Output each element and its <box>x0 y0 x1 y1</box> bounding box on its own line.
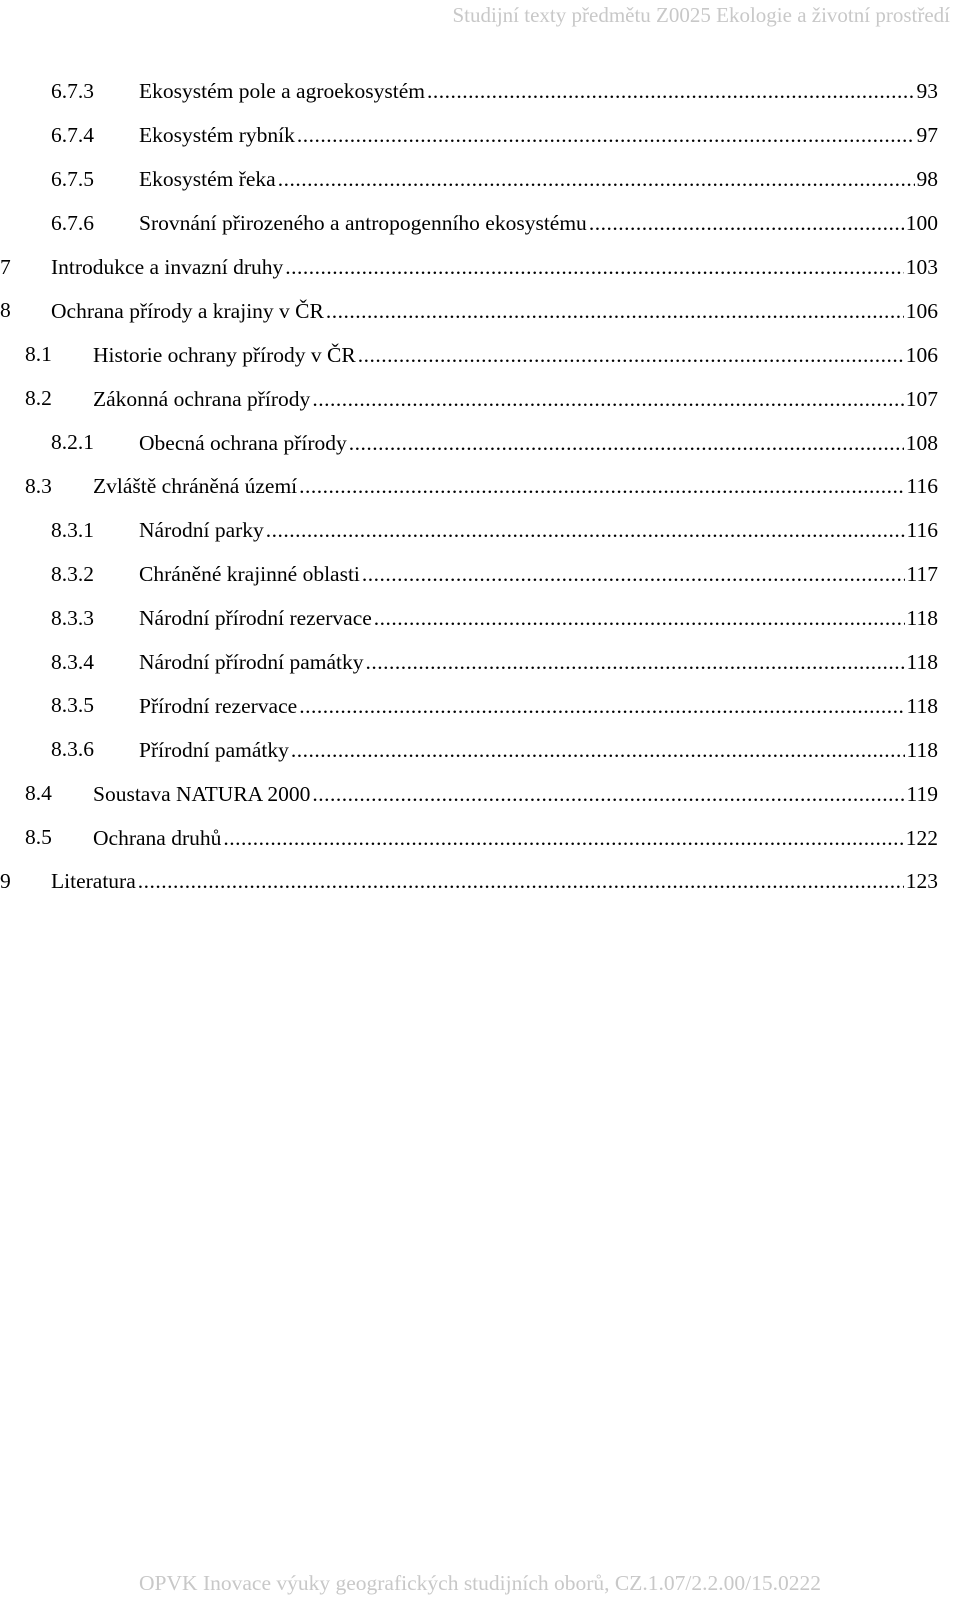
toc-entry-number: 6.7.3 <box>51 79 94 103</box>
toc-entry-line <box>93 772 938 816</box>
dot-leader <box>223 826 903 851</box>
toc-entry[interactable] <box>0 158 960 202</box>
dot-leader <box>374 606 905 631</box>
dot-leader <box>362 562 905 587</box>
toc-entry-number: 6.7.5 <box>51 166 94 191</box>
dot-leader <box>358 343 904 368</box>
table-of-contents <box>0 70 960 904</box>
toc-entry-page[interactable]: 106 <box>905 298 938 323</box>
dot-leader <box>297 123 915 148</box>
dot-leader <box>138 869 904 894</box>
dot-leader <box>312 782 904 807</box>
toc-entry-page[interactable]: 122 <box>905 825 938 850</box>
toc-entry[interactable] <box>0 421 960 465</box>
toc-entry[interactable] <box>0 289 960 333</box>
toc-entry-title[interactable]: Ekosystém pole a agroekosystém <box>139 79 426 104</box>
toc-entry-title[interactable]: Ochrana přírody a krajiny v ČR <box>51 298 324 323</box>
toc-entry-page[interactable]: 97 <box>916 123 938 148</box>
toc-entry-number: 6.7.6 <box>51 210 94 235</box>
toc-entry-line <box>51 860 938 904</box>
toc-entry-title[interactable]: Zákonná ochrana přírody <box>93 386 311 411</box>
toc-entry-page[interactable]: 116 <box>906 474 938 499</box>
toc-entry[interactable] <box>0 641 960 685</box>
toc-entry-line <box>139 597 938 641</box>
toc-entry-page[interactable]: 103 <box>905 255 938 279</box>
toc-entry[interactable] <box>0 816 960 860</box>
toc-entry-number: 9 <box>0 869 11 894</box>
toc-entry-page[interactable]: 118 <box>906 650 938 675</box>
toc-entry-title[interactable]: Chráněné krajinné oblasti <box>139 562 360 587</box>
toc-entry-line <box>139 70 938 114</box>
dot-leader <box>589 211 904 236</box>
toc-entry-line <box>51 289 938 333</box>
toc-entry-title[interactable]: Srovnání přirozeného a antropogenního ekosystému <box>139 211 587 236</box>
dot-leader <box>299 474 904 499</box>
toc-entry-title[interactable]: Přírodní památky <box>139 737 289 762</box>
toc-entry-number: 8.5 <box>25 825 52 850</box>
running-header: Studijní texty předmětu Z0025 Ekologie a životní prostředí <box>452 3 950 27</box>
toc-entry[interactable] <box>0 465 960 509</box>
toc-entry[interactable] <box>0 246 960 290</box>
toc-entry-line <box>139 553 938 597</box>
dot-leader <box>285 255 904 280</box>
toc-entry-number: 8 <box>0 298 11 323</box>
toc-entry-number: 8.1 <box>25 342 52 367</box>
toc-entry-page[interactable]: 119 <box>906 781 938 806</box>
toc-entry-number: 8.3.2 <box>51 561 94 586</box>
toc-entry-number: 8.3.6 <box>51 737 94 762</box>
toc-entry-page[interactable]: 117 <box>906 562 938 587</box>
toc-entry-title[interactable]: Národní přírodní památky <box>139 650 364 675</box>
toc-entry[interactable] <box>0 333 960 377</box>
toc-entry[interactable] <box>0 202 960 246</box>
toc-entry-page[interactable]: 116 <box>906 518 938 543</box>
toc-entry-page[interactable]: 106 <box>905 342 938 367</box>
dot-leader <box>291 738 905 763</box>
toc-entry-title[interactable]: Národní parky <box>139 518 264 543</box>
toc-entry-page[interactable]: 118 <box>906 737 938 762</box>
toc-entry-line <box>51 246 938 290</box>
toc-entry-page[interactable]: 98 <box>916 167 938 192</box>
dot-leader <box>326 299 904 324</box>
toc-entry-number: 8.4 <box>25 781 52 806</box>
toc-entry[interactable] <box>0 597 960 641</box>
toc-entry-title[interactable]: Introdukce a invazní druhy <box>51 255 284 279</box>
toc-entry-line <box>139 641 938 685</box>
toc-entry-title[interactable]: Obecná ochrana přírody <box>139 430 347 455</box>
dot-leader <box>427 79 914 104</box>
toc-entry-title[interactable]: Národní přírodní rezervace <box>139 606 372 631</box>
toc-entry-title[interactable]: Ekosystém řeka <box>139 167 276 192</box>
toc-entry-title[interactable]: Literatura <box>51 869 136 894</box>
toc-entry-number: 7 <box>0 254 11 279</box>
toc-entry[interactable] <box>0 553 960 597</box>
toc-entry-line <box>93 465 938 509</box>
toc-entry-title[interactable]: Zvláště chráněná území <box>93 474 298 499</box>
toc-entry-page[interactable]: 118 <box>906 693 938 718</box>
toc-entry-title[interactable]: Ochrana druhů <box>93 825 222 850</box>
toc-entry[interactable] <box>0 70 960 114</box>
toc-entry-number: 8.2.1 <box>51 430 94 455</box>
toc-entry-line <box>139 509 938 553</box>
toc-entry-page[interactable]: 123 <box>905 869 938 894</box>
dot-leader <box>312 387 903 412</box>
toc-entry-page[interactable]: 118 <box>906 606 938 631</box>
dot-leader <box>349 431 904 456</box>
toc-entry-line <box>139 421 938 465</box>
toc-entry-title[interactable]: Ekosystém rybník <box>139 123 295 148</box>
toc-entry-title[interactable]: Soustava NATURA 2000 <box>93 781 311 806</box>
toc-entry-line <box>93 816 938 860</box>
running-footer: OPVK Inovace výuky geografických studijních oborů, CZ.1.07/2.2.00/15.0222 <box>139 1571 821 1595</box>
toc-entry-page[interactable]: 108 <box>905 430 938 455</box>
toc-entry-number: 8.3.5 <box>51 693 94 718</box>
toc-entry-page[interactable]: 93 <box>916 79 938 104</box>
dot-leader <box>366 650 905 675</box>
toc-entry-number: 8.3.3 <box>51 605 94 630</box>
toc-entry-line <box>93 333 938 377</box>
toc-entry-line <box>139 728 938 772</box>
toc-entry[interactable] <box>0 860 960 904</box>
toc-entry-line <box>139 114 938 158</box>
toc-entry-number: 6.7.4 <box>51 122 94 147</box>
toc-entry[interactable] <box>0 114 960 158</box>
toc-entry-page[interactable]: 107 <box>905 386 938 411</box>
toc-entry-number: 8.3 <box>25 474 52 499</box>
toc-entry[interactable] <box>0 377 960 421</box>
toc-entry-title[interactable]: Historie ochrany přírody v ČR <box>93 342 356 367</box>
toc-entry-line <box>139 158 938 202</box>
toc-entry-number: 8.3.1 <box>51 517 94 542</box>
dot-leader <box>299 694 904 719</box>
toc-entry-page[interactable]: 100 <box>905 211 938 236</box>
dot-leader <box>266 518 905 543</box>
toc-entry-number: 8.2 <box>25 386 52 411</box>
toc-entry[interactable] <box>0 684 960 728</box>
toc-entry[interactable] <box>0 728 960 772</box>
toc-entry-title[interactable]: Přírodní rezervace <box>139 693 298 718</box>
toc-entry-line <box>139 202 938 246</box>
toc-entry-number: 8.3.4 <box>51 649 94 674</box>
toc-entry[interactable] <box>0 772 960 816</box>
dot-leader <box>278 167 915 192</box>
toc-entry-line <box>139 684 938 728</box>
toc-entry[interactable] <box>0 509 960 553</box>
toc-entry-line <box>93 377 938 421</box>
